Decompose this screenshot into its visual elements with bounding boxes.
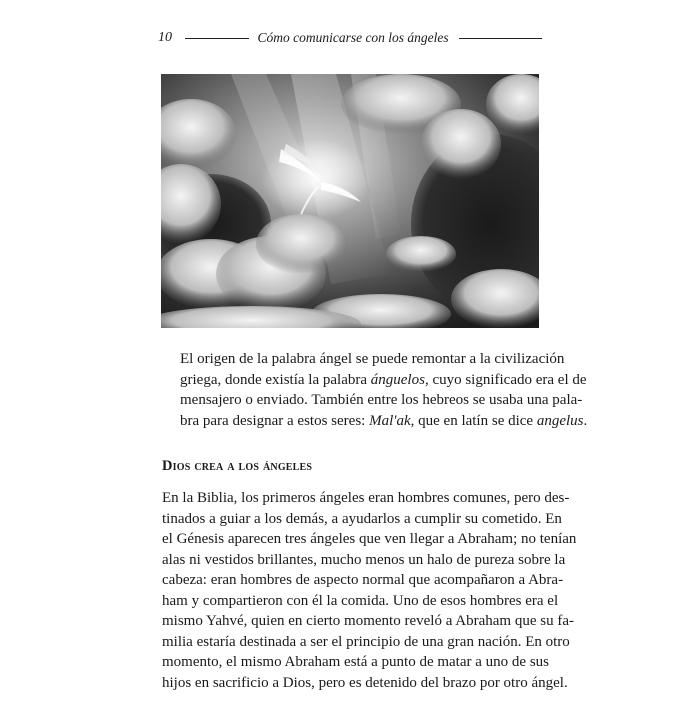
paragraph-line <box>162 370 587 391</box>
header-rule-right <box>459 38 542 39</box>
running-header <box>158 28 542 48</box>
section-paragraph <box>162 488 577 693</box>
paragraph-line: el Génesis aparecen tres ángeles que ven llegar a Abraham; no tenían <box>162 531 577 547</box>
text-run: , cuyo significado era el de <box>424 371 587 388</box>
paragraph-line: ham y compartieron con él la comida. Uno de esos hombres era el <box>162 592 559 609</box>
paragraph-line <box>162 390 583 411</box>
italic-term: angelus <box>536 412 584 429</box>
paragraph-line: En la Biblia, los primeros ángeles eran hombres comunes, pero des- <box>162 490 570 506</box>
paragraph-line: hijos en sacrificio a Dios, pero es detenido del brazo por otro ángel. <box>162 674 568 691</box>
text-run: . <box>583 412 588 429</box>
text-run: mensajero o enviado. También entre los hebreos se usaba una pala- <box>180 392 583 408</box>
running-title: Cómo comunicarse con los ángeles <box>257 30 449 45</box>
italic-term: Mal'ak <box>369 412 411 429</box>
paragraph-line <box>162 349 565 370</box>
header-rule-left <box>185 38 250 39</box>
angel-clouds-photo <box>161 74 539 328</box>
paragraph-line: cabeza: eran hombres de aspecto normal que acompañaron a Abra- <box>162 572 564 588</box>
paragraph-line: momento, el mismo Abraham está a punto de matar a uno de sus <box>162 654 549 670</box>
italic-term: ánguelos <box>370 371 425 388</box>
text-run: El origen de la palabra ángel se puede remontar a la civilización <box>180 351 565 367</box>
paragraph-line: tinados a guiar a los demás, a ayudarlos a cumplir su cometido. En <box>162 510 562 527</box>
section-heading: Dios crea a los ángeles <box>162 458 313 474</box>
page-number: 10 <box>158 30 172 45</box>
paragraph-line: alas ni vestidos brillantes, mucho menos un halo de pureza sobre la <box>162 551 566 568</box>
paragraph-line: mismo Yahvé, quien en cierto momento reveló a Abraham que su fa- <box>162 613 574 629</box>
angel-in-clouds-photo-icon <box>161 74 539 328</box>
intro-paragraph <box>162 349 588 431</box>
text-run: , que en latín se dice <box>410 412 537 429</box>
paragraph-line <box>162 411 588 432</box>
text-run: bra para designar a estos seres: <box>180 412 370 429</box>
text-run: griega, donde existía la palabra <box>180 371 371 388</box>
paragraph-line: milia estaría destinada a ser el principio de una gran nación. En otro <box>162 633 570 650</box>
